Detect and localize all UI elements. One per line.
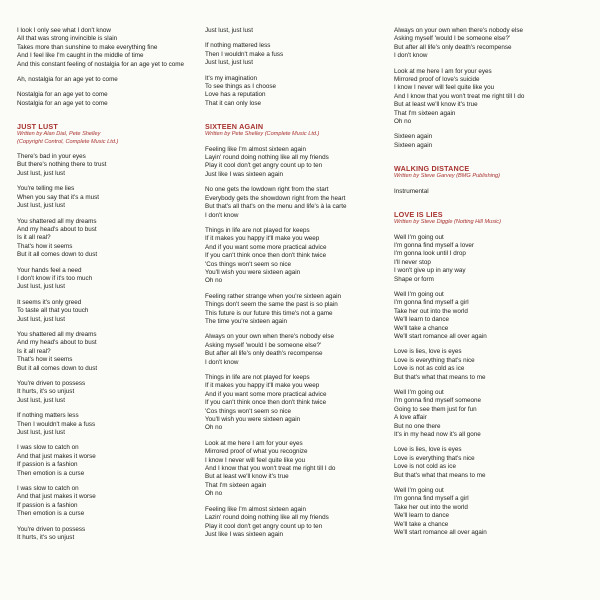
lyric-line: Well I'm going out xyxy=(394,290,444,298)
lyric-line: That I'm sixteen again xyxy=(205,481,267,489)
lyric-line: I know I never will feel quite like you xyxy=(205,456,306,464)
lyric-line: Nostalgia for an age yet to come xyxy=(17,99,108,107)
lyric-line: But it all comes down to dust xyxy=(17,251,98,259)
lyric-line: It's in my head now it's all gone xyxy=(394,431,481,439)
lyric-line: Just lust, just lust xyxy=(17,169,65,177)
lyric-line: Layin' round doing nothing like all my friends xyxy=(205,154,329,162)
lyric-line: 'Cos things won't seem so nice xyxy=(205,260,292,268)
lyric-line: Going to see them just for fun xyxy=(394,405,477,413)
stanza-gap xyxy=(394,341,584,348)
lyric-line: Love is everything that's nice xyxy=(394,356,475,364)
stanza-gap xyxy=(205,220,385,227)
lyric-line: Oh no xyxy=(205,424,223,432)
lyric-line: I know I never will feel quite like you xyxy=(394,84,495,92)
lyric-line: Always on your own when there's nobody else xyxy=(394,27,523,34)
lyric-line: To see things as I choose xyxy=(205,83,277,91)
lyric-line: Play it cool don't get angry count up to ten xyxy=(205,162,323,170)
lyric-line: And that just makes it worse xyxy=(17,452,96,460)
lyric-line: Just lust, just lust xyxy=(205,59,253,67)
stanza-gap xyxy=(17,108,197,115)
lyric-line: I don't know xyxy=(394,52,428,60)
lyrics-column-2 xyxy=(205,27,385,539)
lyric-line: If it makes you happy it'll make you weep xyxy=(205,235,320,243)
lyric-line: Love is everything that's nice xyxy=(394,454,475,462)
lyric-line: And I know that you won't treat me right till I do xyxy=(205,465,336,473)
lyric-line: Oh no xyxy=(205,277,223,285)
lyric-line: It hurts, it's so unjust xyxy=(17,534,75,542)
lyric-line: It hurts, it's so unjust xyxy=(17,388,75,396)
lyric-line: It's my imagination xyxy=(205,74,257,82)
song-title: JUST LUST xyxy=(17,122,58,132)
lyric-line: Sixteen again xyxy=(394,133,433,141)
stanza-gap xyxy=(394,126,584,133)
lyric-line: But that's what that means to me xyxy=(394,373,486,381)
lyric-line: If nothing matters less xyxy=(17,412,79,420)
lyric-line: Then emotion is a curse xyxy=(17,510,85,518)
lyric-line: Oh no xyxy=(205,490,223,498)
stanza-gap xyxy=(394,61,584,68)
lyric-line: But that's all that's on the menu and life's à la carte xyxy=(205,203,347,211)
lyric-line: And my head's about to bust xyxy=(17,339,97,347)
lyric-line: Asking myself 'would I be someone else?' xyxy=(394,35,511,43)
stanza-gap xyxy=(394,203,584,210)
lyric-line: If passion is a fashion xyxy=(17,461,78,469)
lyric-line: Well I'm going out xyxy=(394,487,444,495)
lyric-line: Lazin' round doing nothing like all my friends xyxy=(205,514,329,522)
lyric-line: Love is lies, love is eyes xyxy=(394,348,462,356)
lyric-line: A love affair xyxy=(394,414,427,422)
lyric-line: Instrumental xyxy=(394,187,429,195)
stanza-gap xyxy=(17,69,197,76)
lyric-line: The time you're sixteen again xyxy=(205,317,288,325)
song-credit: Written by Steve Diggle (Notting Hill Music) xyxy=(394,219,501,226)
stanza-gap xyxy=(394,181,584,188)
stanza-gap xyxy=(394,480,584,487)
lyric-line: To taste all that you touch xyxy=(17,307,89,315)
stanza-gap xyxy=(205,367,385,374)
lyric-line: But after all life's only death's recompense xyxy=(205,350,323,358)
song-credit: (Copyright Control, Complete Music Ltd.) xyxy=(17,138,119,145)
lyric-line: And if you want some more practical advice xyxy=(205,390,327,398)
stanza-gap xyxy=(205,499,385,506)
lyric-line: I don't know if it's too much xyxy=(17,274,93,282)
stanza-gap xyxy=(394,382,584,389)
lyric-line: I'm gonna look until I drop xyxy=(394,250,466,258)
lyric-line: Then I wouldn't make a fuss xyxy=(205,50,284,58)
lyric-line: Mirrored proof of love's suicide xyxy=(394,76,480,84)
stanza-gap xyxy=(205,179,385,186)
lyric-line: I was slow to catch on xyxy=(17,444,79,452)
stanza-gap xyxy=(394,196,584,203)
stanza-gap xyxy=(17,373,197,380)
lyric-line: Mirrored proof of what you recognize xyxy=(205,448,308,456)
lyric-line: Sixteen again xyxy=(394,141,433,149)
lyric-line: If passion is a fashion xyxy=(17,501,78,509)
lyric-line: No one gets the lowdown right from the start xyxy=(205,186,329,194)
lyric-line: Love is not as cold as ice xyxy=(394,365,465,373)
lyric-line: Just lust, just lust xyxy=(17,396,65,404)
stanza-gap xyxy=(394,227,584,234)
stanza-gap xyxy=(17,478,197,485)
lyric-line: If you can't think once then don't think twice xyxy=(205,399,327,407)
lyric-line: Take her out into the world xyxy=(394,307,468,315)
lyric-line: You're driven to possess xyxy=(17,525,86,533)
lyric-line: Oh no xyxy=(394,118,412,126)
lyric-line: But no one there xyxy=(394,422,441,430)
lyric-line: If nothing mattered less xyxy=(205,42,271,50)
lyric-line: That it can only lose xyxy=(205,99,262,107)
lyric-line: We'll learn to dance xyxy=(394,512,449,520)
lyric-line: Things in life are not played for keeps xyxy=(205,374,310,381)
lyric-line: Well I'm going out xyxy=(394,233,444,241)
lyric-line: I won't give up in any way xyxy=(394,267,466,275)
stanza-gap xyxy=(17,405,197,412)
lyric-line: I'm gonna find myself someone xyxy=(394,397,481,405)
lyric-line: Things in life are not played for keeps xyxy=(205,226,310,234)
lyric-line: But that's what that means to me xyxy=(394,471,486,479)
lyric-line: Ah, nostalgia for an age yet to come xyxy=(17,76,118,84)
lyric-line: Your hands feel a need xyxy=(17,266,82,274)
lyric-line: But at least we'll know it's true xyxy=(394,101,478,109)
lyric-line: That's how it seems xyxy=(17,242,73,250)
stanza-gap xyxy=(17,324,197,331)
lyric-line: And I know that you won't treat me right till I do xyxy=(394,92,525,100)
stanza-gap xyxy=(17,115,197,122)
lyric-line: And I feel like I'm caught in the middle of time xyxy=(17,52,144,60)
stanza-gap xyxy=(394,157,584,164)
stanza-gap xyxy=(17,519,197,526)
lyric-line: I look I only see what I don't know xyxy=(17,27,111,34)
lyric-line: Shape or form xyxy=(394,275,434,283)
lyric-line: Look at me here I am for your eyes xyxy=(205,439,303,447)
stanza-gap xyxy=(17,260,197,267)
lyric-line: Just like I was sixteen again xyxy=(205,530,284,538)
lyric-line: We'll take a chance xyxy=(394,520,449,528)
lyric-line: There's bad in your eyes xyxy=(17,153,86,161)
lyric-line: We'll start romance all over again xyxy=(394,529,487,537)
lyric-line: If it makes you happy it'll make you weep xyxy=(205,382,320,390)
lyric-line: But at least we'll know it's true xyxy=(205,473,289,481)
lyric-line: 'Cos things won't seem so nice xyxy=(205,407,292,415)
lyric-line: All that was strong invincible is slain xyxy=(17,35,118,43)
lyric-line: Just lust, just lust xyxy=(17,429,65,437)
lyric-line: But after all life's only death's recompense xyxy=(394,43,512,51)
lyric-line: You're driven to possess xyxy=(17,380,86,387)
lyric-line: Love is not cold as ice xyxy=(394,463,456,471)
lyric-line: I'm gonna find myself a girl xyxy=(394,495,469,503)
lyric-line: This future is our future this time's not a game xyxy=(205,309,333,317)
lyric-line: Then emotion is a curse xyxy=(17,469,85,477)
lyric-line: I was slow to catch on xyxy=(17,485,79,493)
lyric-line: That's how it seems xyxy=(17,356,73,364)
lyric-line: And that just makes it worse xyxy=(17,493,96,501)
stanza-gap xyxy=(17,146,197,153)
stanza-gap xyxy=(205,326,385,333)
song-credit: Written by Pete Shelley (Complete Music Ltd.) xyxy=(205,131,320,138)
song-credit: Written by Steve Garvey (BMG Publishing) xyxy=(394,173,501,180)
stanza-gap xyxy=(205,35,385,42)
lyric-line: Feeling like I'm almost sixteen again xyxy=(205,145,306,153)
lyric-line: It seems it's only greed xyxy=(17,298,82,306)
lyric-line: And if you want some more practical advice xyxy=(205,243,327,251)
lyric-line: Just lust, just lust xyxy=(17,315,65,323)
lyric-line: Is it all real? xyxy=(17,234,51,242)
stanza-gap xyxy=(17,211,197,218)
lyric-line: You shattered all my dreams xyxy=(17,330,97,338)
lyric-line: Look at me here I am for your eyes xyxy=(394,67,492,75)
lyric-line: You shattered all my dreams xyxy=(17,217,97,225)
lyric-line: Just like I was sixteen again xyxy=(205,170,284,178)
lyric-line: We'll learn to dance xyxy=(394,316,449,324)
lyrics-column-1 xyxy=(17,27,197,543)
lyric-line: And my head's about to bust xyxy=(17,225,97,233)
lyric-line: Nostalgia for an age yet to come xyxy=(17,91,108,99)
song-title: WALKING DISTANCE xyxy=(394,164,470,174)
lyric-line: Then I wouldn't make a fuss xyxy=(17,420,96,428)
lyric-line: I don't know xyxy=(205,211,239,219)
stanza-gap xyxy=(205,286,385,293)
stanza-gap xyxy=(205,115,385,122)
stanza-gap xyxy=(205,68,385,75)
lyric-line: I'll never stop xyxy=(394,258,431,266)
lyric-line: We'll start romance all over again xyxy=(394,332,487,340)
lyric-line: I'm gonna find myself a lover xyxy=(394,241,474,249)
stanza-gap xyxy=(17,292,197,299)
lyric-line: Feeling rather strange when you're sixteen again xyxy=(205,292,341,300)
lyric-line: But it all comes down to dust xyxy=(17,364,98,372)
stanza-gap xyxy=(17,437,197,444)
lyric-line: Asking myself 'would I be someone else?' xyxy=(205,341,322,349)
lyric-line: Things don't seem the same the past is so plain xyxy=(205,301,338,309)
lyric-line: Play it cool don't get angry count up to ten xyxy=(205,522,323,530)
lyric-line: And this constant feeling of nostalgia for an age yet to come xyxy=(17,60,184,68)
stanza-gap xyxy=(205,139,385,146)
lyric-line: Love has a reputation xyxy=(205,91,266,99)
lyric-line: You're telling me lies xyxy=(17,185,75,193)
stanza-gap xyxy=(205,108,385,115)
stanza-gap xyxy=(394,150,584,157)
lyric-line: That I'm sixteen again xyxy=(394,109,456,117)
lyric-line: When you say that it's a must xyxy=(17,193,100,201)
lyric-line: But there's nothing there to trust xyxy=(17,161,107,169)
lyric-line: Take her out into the world xyxy=(394,503,468,511)
lyric-line: If you can't think once then don't think twice xyxy=(205,252,327,260)
lyric-line: Well I'm going out xyxy=(394,389,444,396)
lyric-line: You'll wish you were sixteen again xyxy=(205,268,301,276)
lyric-line: You'll wish you were sixteen again xyxy=(205,416,301,424)
song-title: SIXTEEN AGAIN xyxy=(205,122,264,132)
stanza-gap xyxy=(394,439,584,446)
stanza-gap xyxy=(17,178,197,185)
lyric-line: Everybody gets the showdown right from the heart xyxy=(205,194,346,202)
song-title: LOVE IS LIES xyxy=(394,210,443,220)
lyric-line: We'll take a chance xyxy=(394,324,449,332)
lyric-line: Just lust, just lust xyxy=(17,283,65,291)
lyric-line: Love is lies, love is eyes xyxy=(394,446,462,454)
lyrics-column-3 xyxy=(394,27,584,538)
stanza-gap xyxy=(394,284,584,291)
stanza-gap xyxy=(205,433,385,440)
lyric-line: I'm gonna find myself a girl xyxy=(394,299,469,307)
stanza-gap xyxy=(17,84,197,91)
lyric-line: Just lust, just lust xyxy=(205,27,253,34)
lyric-line: Is it all real? xyxy=(17,347,51,355)
lyric-line: Feeling like I'm almost sixteen again xyxy=(205,505,306,513)
lyric-line: I don't know xyxy=(205,358,239,366)
lyric-line: Always on your own when there's nobody else xyxy=(205,333,334,341)
lyric-line: Takes more than sunshine to make everything fine xyxy=(17,43,158,51)
song-credit: Written by Alan Dial, Pete Shelley xyxy=(17,131,101,138)
lyric-line: Just lust, just lust xyxy=(17,202,65,210)
